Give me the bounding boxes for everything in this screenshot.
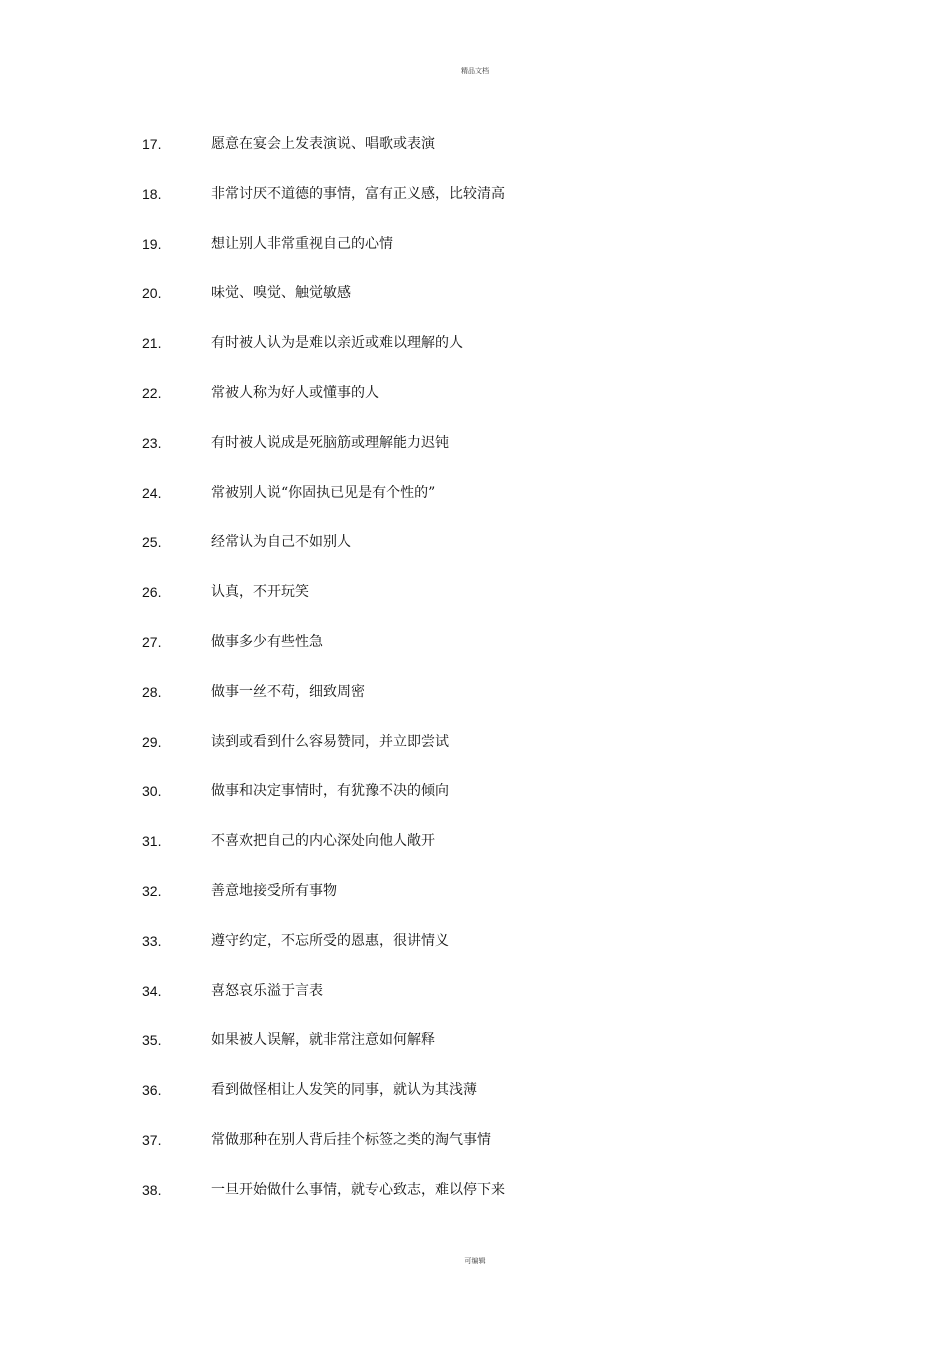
item-number: 29. <box>142 733 162 750</box>
list-item <box>0 332 950 382</box>
list-item <box>0 482 950 532</box>
page-header: 精品文档 <box>461 67 489 75</box>
item-text: 善意地接受所有事物 <box>211 882 337 899</box>
item-list <box>0 133 950 1229</box>
item-text: 认真，不开玩笑 <box>211 584 309 601</box>
item-text: 看到做怪相让人发笑的同事，就认为其浅薄 <box>211 1082 477 1099</box>
page-footer: 可编辑 <box>464 1257 486 1265</box>
list-item <box>0 780 950 830</box>
item-text: 非常讨厌不道德的事情，富有正义感，比较清高 <box>211 185 505 202</box>
list-item <box>0 980 950 1030</box>
list-item <box>0 531 950 581</box>
item-number: 22. <box>142 384 162 401</box>
item-number: 30. <box>142 783 162 800</box>
item-text: 愿意在宴会上发表演说、唱歌或表演 <box>211 136 435 152</box>
item-text: 如果被人误解，就非常注意如何解释 <box>211 1032 435 1049</box>
item-text: 想让别人非常重视自己的心情 <box>211 235 393 252</box>
item-number: 19. <box>142 235 162 252</box>
list-item <box>0 233 950 283</box>
list-item <box>0 1029 950 1079</box>
item-number: 23. <box>142 434 162 451</box>
item-text: 做事和决定事情时，有犹豫不决的倾向 <box>211 783 449 800</box>
item-number: 27. <box>142 633 162 650</box>
item-number: 21. <box>142 335 162 352</box>
list-item <box>0 631 950 681</box>
item-text: 有时被人说成是死脑筋或理解能力迟钝 <box>211 434 449 451</box>
item-text: 常被人称为好人或懂事的人 <box>211 384 379 401</box>
list-item <box>0 1079 950 1129</box>
item-text: 常被别人说“你固执已见是有个性的” <box>211 484 436 501</box>
item-text: 味觉、嗅觉、触觉敏感 <box>211 285 351 302</box>
item-number: 34. <box>142 982 162 999</box>
list-item <box>0 282 950 332</box>
item-number: 35. <box>142 1032 162 1049</box>
item-text: 一旦开始做什么事情，就专心致志，难以停下来 <box>211 1181 505 1198</box>
item-text: 做事一丝不苟，细致周密 <box>211 683 365 700</box>
list-item <box>0 681 950 731</box>
item-text: 经常认为自己不如别人 <box>211 534 351 551</box>
list-item <box>0 731 950 781</box>
item-text: 读到或看到什么容易赞同，并立即尝试 <box>211 733 449 750</box>
item-number: 26. <box>142 584 162 601</box>
list-item <box>0 432 950 482</box>
list-item <box>0 1179 950 1229</box>
item-number: 24. <box>142 484 162 501</box>
item-number: 37. <box>142 1131 162 1148</box>
item-number: 20. <box>142 285 162 302</box>
item-text: 做事多少有些性急 <box>211 633 323 650</box>
item-text: 有时被人认为是难以亲近或难以理解的人 <box>211 335 463 352</box>
item-number: 25. <box>142 534 162 551</box>
item-number: 33. <box>142 932 162 949</box>
list-item <box>0 183 950 233</box>
item-number: 32. <box>142 882 162 899</box>
item-number: 18. <box>142 185 162 202</box>
item-text: 遵守约定，不忘所受的恩惠，很讲情义 <box>211 932 449 949</box>
list-item <box>0 930 950 980</box>
item-number: 17. <box>142 136 162 152</box>
item-text: 常做那种在别人背后挂个标签之类的淘气事情 <box>211 1131 491 1148</box>
list-item <box>0 581 950 631</box>
item-number: 36. <box>142 1082 162 1099</box>
list-item <box>0 880 950 930</box>
list-item <box>0 382 950 432</box>
list-item <box>0 830 950 880</box>
item-text: 喜怒哀乐溢于言表 <box>211 982 323 999</box>
list-item <box>0 133 950 183</box>
list-item <box>0 1129 950 1179</box>
item-number: 28. <box>142 683 162 700</box>
item-number: 31. <box>142 833 162 850</box>
item-number: 38. <box>142 1181 162 1198</box>
item-text: 不喜欢把自己的内心深处向他人敞开 <box>211 833 435 850</box>
